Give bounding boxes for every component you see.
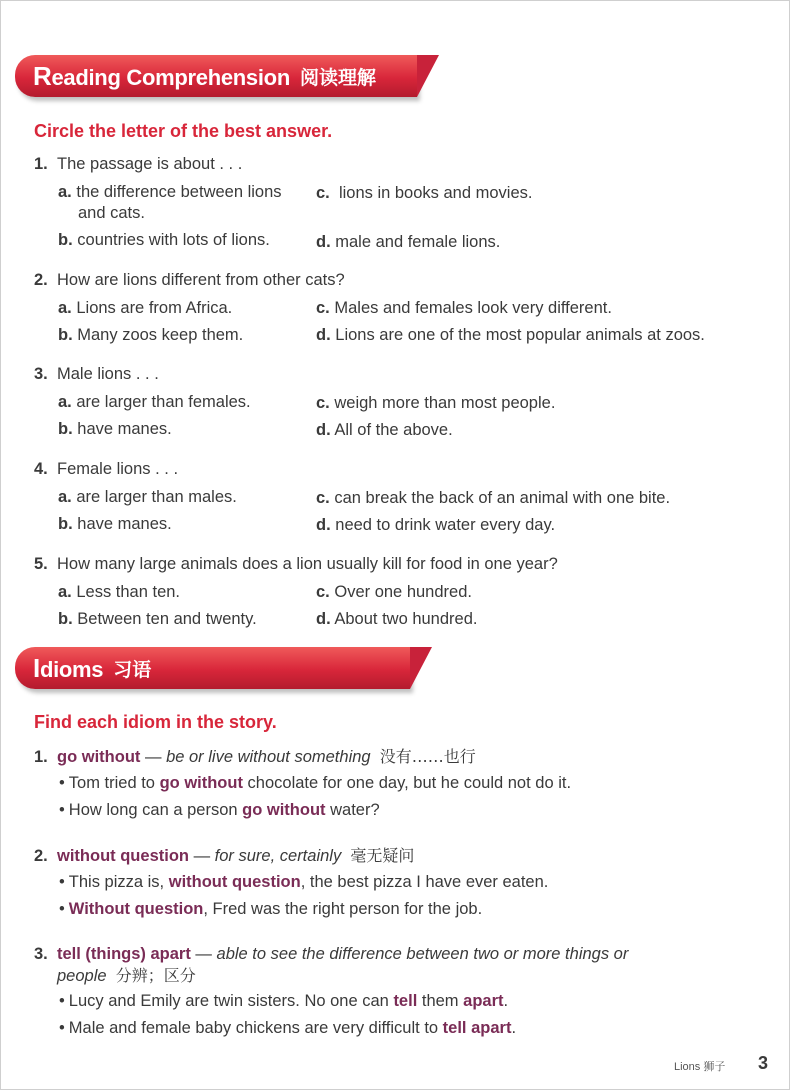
option-3d[interactable]: d. All of the above. [316, 421, 453, 439]
idiom-1-example-2: • How long can a person go without water? [59, 801, 380, 819]
option-1b[interactable]: b. countries with lots of lions. [58, 231, 270, 249]
reading-instruction: Circle the letter of the best answer. [34, 121, 333, 141]
idioms-title-zh: 习语 [113, 658, 152, 681]
reading-title-zh: 阅读理解 [299, 66, 376, 89]
option-5b[interactable]: b. Between ten and twenty. [58, 610, 257, 628]
idiom-2-example-1: • This pizza is, without question, the best pizza I have ever eaten. [59, 873, 549, 891]
option-2b[interactable]: b. Many zoos keep them. [58, 326, 244, 344]
idiom-3-example-2: • Male and female baby chickens are very difficult to tell apart. [59, 1019, 517, 1037]
idiom-2-example-2: • Without question, Fred was the right person for the job. [59, 900, 483, 918]
footer-running-title: Lions 狮子 [674, 1060, 726, 1073]
idioms-instruction: Find each idiom in the story. [34, 712, 277, 732]
question-4: 4. Female lions . . . [34, 460, 179, 478]
idioms-title-en: Idioms [33, 652, 104, 683]
option-5d[interactable]: d. About two hundred. [316, 610, 478, 628]
option-2a[interactable]: a. Lions are from Africa. [58, 299, 233, 317]
question-5: 5. How many large animals does a lion usually kill for food in one year? [34, 555, 558, 573]
page-number: 3 [758, 1053, 769, 1073]
option-2d[interactable]: d. Lions are one of the most popular animals at zoos. [316, 326, 705, 344]
option-1a[interactable]: a. the difference between lions and cats. [58, 183, 282, 222]
option-5a[interactable]: a. Less than ten. [58, 583, 181, 601]
option-3c[interactable]: c. weigh more than most people. [316, 394, 556, 412]
idiom-term: tell (things) apart [57, 945, 191, 963]
option-4c[interactable]: c. can break the back of an animal with one bite. [316, 489, 671, 507]
idiom-3: 3. tell (things) apart — able to see the difference between two or more things or people 分辨；区分 [34, 945, 629, 985]
reading-comprehension-banner [15, 55, 417, 97]
option-4d[interactable]: d. need to drink water every day. [316, 516, 556, 534]
option-2c[interactable]: c. Males and females look very different. [316, 299, 612, 317]
option-1d[interactable]: d. male and female lions. [316, 233, 501, 251]
option-4b[interactable]: b. have manes. [58, 515, 172, 533]
idioms-banner [15, 647, 410, 689]
idiom-term: without question [57, 847, 189, 865]
question-1: 1. The passage is about . . . [34, 155, 243, 173]
option-3b[interactable]: b. have manes. [58, 420, 172, 438]
option-4a[interactable]: a. are larger than males. [58, 488, 237, 506]
idiom-1-example-1: • Tom tried to go without chocolate for one day, but he could not do it. [59, 774, 572, 792]
option-3a[interactable]: a. are larger than females. [58, 393, 251, 411]
question-3: 3. Male lions . . . [34, 365, 159, 383]
idiom-2: 2. without question — for sure, certainly 毫无疑问 [34, 846, 415, 865]
option-1c[interactable]: c. lions in books and movies. [316, 184, 533, 202]
question-2: 2. How are lions different from other cats? [34, 271, 345, 289]
reading-title-en: Reading Comprehension [33, 60, 290, 91]
option-5c[interactable]: c. Over one hundred. [316, 583, 472, 601]
idiom-3-example-1: • Lucy and Emily are twin sisters. No one can tell them apart. [59, 992, 509, 1010]
idiom-term: go without [57, 748, 141, 766]
idiom-1: 1. go without — be or live without something 没有……也行 [34, 747, 476, 766]
